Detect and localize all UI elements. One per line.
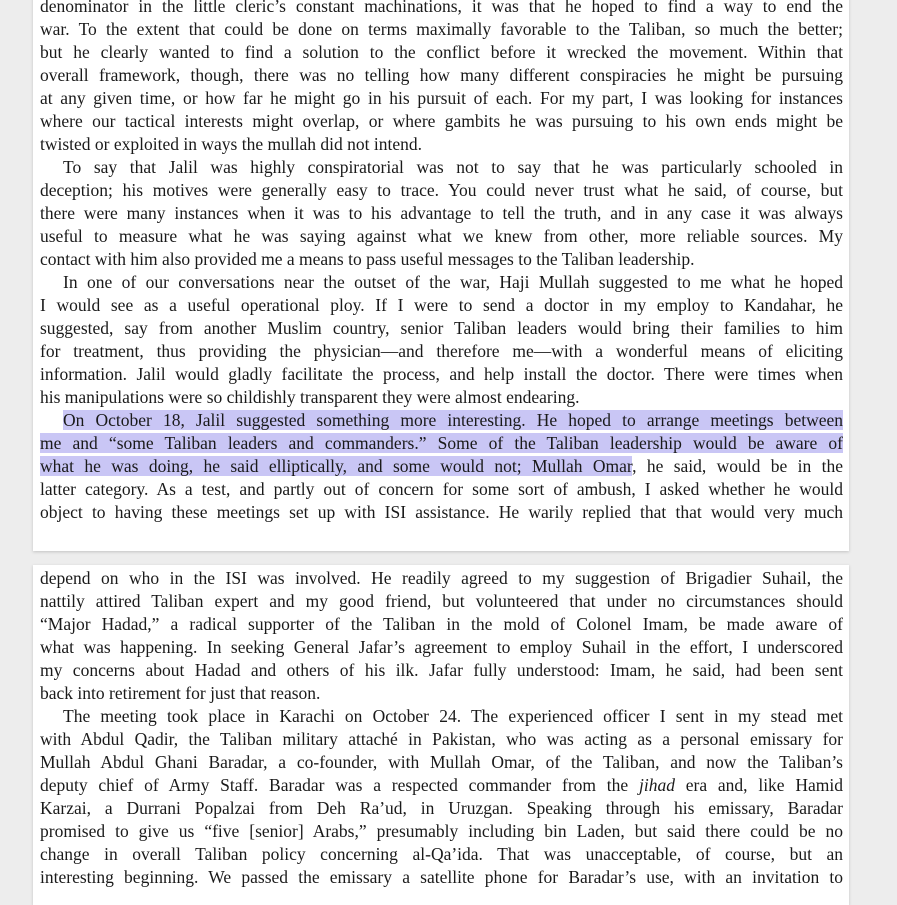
text-line: Mullah Abdul Ghani Baradar, a co-founder, with Mullah Omar, of the Taliban, and now the Taliban’s	[40, 752, 843, 772]
text-line: “Major Hadad,” a radical supporter of the Taliban in the mold of Colonel Imam, be made aware of	[40, 614, 843, 634]
document-page-2	[33, 565, 849, 905]
text-line: useful to measure what he was saying against what we knew from other, more reliable sources. My	[40, 226, 843, 246]
text-line: contact with him also provided me a means to pass useful messages to the Taliban leadership.	[40, 249, 695, 269]
text-line: where our tactical interests might overlap, or where gambits he was pursuing to his own ends might be	[40, 111, 843, 131]
text-line: back into retirement for just that reason.	[40, 683, 321, 703]
selection-highlight[interactable]: what he was doing, he said elliptically, and some would not; Mullah Omar	[40, 456, 633, 476]
text-line: nattily attired Taliban expert and my good friend, but volunteered that under no circumstances should	[40, 591, 843, 611]
text-line: deception; his motives were generally easy to trace. You could never trust what he said, of course, but	[40, 180, 843, 200]
text-line: there were many instances when it was to his advantage to tell the truth, and in any case it was always	[40, 203, 843, 223]
text-fragment: deputy chief of Army Staff. Baradar was a respected commander from the	[40, 775, 639, 795]
text-line: Karzai, a Durrani Popalzai from Deh Ra’ud, in Uruzgan. Speaking through his emissary, Baradar	[40, 798, 843, 818]
text-line	[40, 409, 843, 432]
text-line: at any given time, or how far he might go in his pursuit of each. For my part, I was looking for instances	[40, 88, 843, 108]
selection-highlight[interactable]: me and “some Taliban leaders and commanders.” Some of the Taliban leadership would be aware of	[40, 433, 843, 453]
page-1-text[interactable]	[40, 0, 843, 524]
selection-highlight[interactable]: On October 18, Jalil suggested something more interesting. He hoped to arrange meetings between	[63, 410, 843, 430]
text-line: change in overall Taliban policy concerning al-Qa’ida. That was unacceptable, of course, but an	[40, 844, 843, 864]
text-line: I would see as a useful operational ploy. If I were to send a doctor in my employ to Kandahar, he	[40, 295, 843, 315]
text-line: information. Jalil would gladly facilitate the process, and help install the doctor. There were times when	[40, 364, 843, 384]
text-line: latter category. As a test, and partly out of concern for some sort of ambush, I asked whether he would	[40, 479, 843, 499]
text-line: for treatment, thus providing the physician—and therefore me—with a wonderful means of eliciting	[40, 341, 843, 361]
text-line: In one of our conversations near the outset of the war, Haji Mullah suggested to me what he hoped	[63, 272, 843, 292]
document-page-1	[33, 0, 849, 551]
text-line: denominator in the little cleric’s constant machinations, it was that he hoped to find a way to end the	[40, 0, 843, 16]
text-line: but he clearly wanted to find a solution to the conflict before it wrecked the movement. Within that	[40, 42, 843, 62]
text-line: depend on who in the ISI was involved. He readily agreed to my suggestion of Brigadier Suhail, the	[40, 568, 843, 588]
text-line	[40, 432, 843, 455]
text-fragment: era and, like Hamid	[674, 775, 843, 795]
text-line: war. To the extent that could be done on terms maximally favorable to the Taliban, so much the better;	[40, 19, 843, 39]
text-line	[40, 455, 843, 478]
text-line: his manipulations were so childishly transparent they were almost endearing.	[40, 387, 580, 407]
text-fragment: , he said, would be in the	[632, 456, 844, 476]
text-line: interesting beginning. We passed the emissary a satellite phone for Baradar’s use, with an invitation to	[40, 867, 843, 887]
text-line: overall framework, though, there was no telling how many different conspiracies he might be pursuing	[40, 65, 843, 85]
text-line: twisted or exploited in ways the mullah did not intend.	[40, 134, 423, 154]
text-line: To say that Jalil was highly conspiratorial was not to say that he was particularly schooled in	[63, 157, 843, 177]
text-line: with Abdul Qadir, the Taliban military attaché in Pakistan, who was acting as a personal emissary for	[40, 729, 843, 749]
text-line	[40, 774, 843, 797]
text-line: what was happening. In seeking General Jafar’s agreement to employ Suhail in the effort, I underscored	[40, 637, 843, 657]
text-line: promised to give us “five [senior] Arabs,” presumably including bin Laden, but said there could be no	[40, 821, 843, 841]
viewer-scrollbar[interactable]	[891, 0, 897, 885]
italic-text: jihad	[638, 775, 675, 795]
text-line: The meeting took place in Karachi on October 24. The experienced officer I sent in my stead met	[63, 706, 843, 726]
page-2-text[interactable]	[40, 567, 843, 889]
text-line: suggested, say from another Muslim country, senior Taliban leaders would bring their families to him	[40, 318, 843, 338]
text-line: my concerns about Hadad and others of his ilk. Jafar fully understood: Imam, he said, had been sent	[40, 660, 843, 680]
text-line: object to having these meetings set up with ISI assistance. He warily replied that that would very much	[40, 502, 843, 522]
